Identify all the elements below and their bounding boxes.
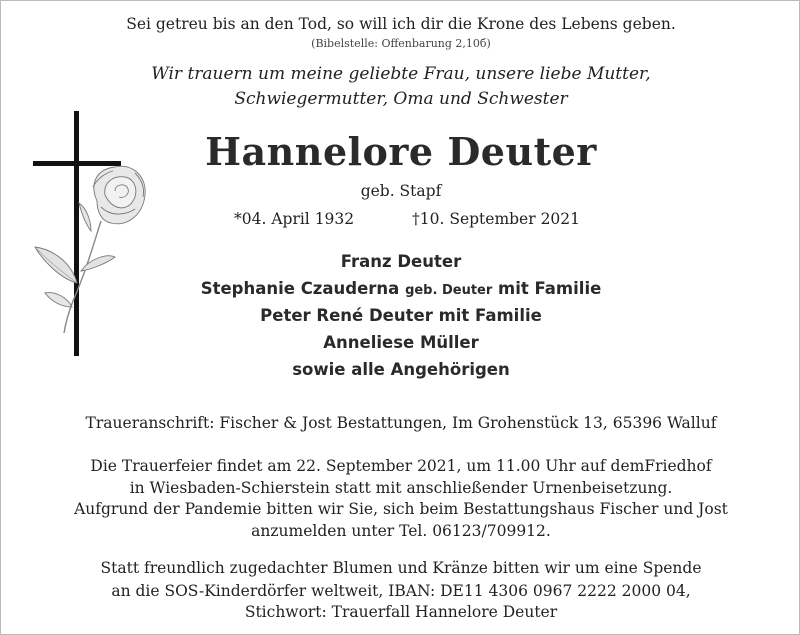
cross-icon <box>33 111 121 356</box>
mourner-2-suffix: mit Familie <box>498 279 602 298</box>
maiden-name: geb. Stapf <box>360 182 442 200</box>
mourner-1: Franz Deuter <box>340 252 462 271</box>
bible-verse: Sei getreu bis an den Tod, so will ich dir die Krone des Lebens geben. <box>126 15 676 33</box>
service-line-1: Die Trauerfeier findet am 22. September 2021, um 11.00 Uhr auf demFriedhof <box>90 457 712 475</box>
intro-line-2: Schwiegermutter, Oma und Schwester <box>234 89 568 109</box>
birth-date: *04. April 1932 <box>234 210 355 228</box>
donation-line-1: Statt freundlich zugedachter Blumen und Kränze bitten wir um eine Spende <box>100 559 702 577</box>
mourner-2-name: Stephanie Czauderna <box>200 279 400 298</box>
service-line-4: anzumelden unter Tel. 06123/709912. <box>251 522 551 540</box>
mourner-3: Peter René Deuter mit Familie <box>260 306 542 325</box>
mourner-4: Anneliese Müller <box>323 333 479 352</box>
funeral-address: Traueranschrift: Fischer & Jost Bestattungen, Im Grohenstück 13, 65396 Walluf <box>85 414 717 432</box>
death-date: †10. September 2021 <box>412 210 581 228</box>
intro-line-1: Wir trauern um meine geliebte Frau, unsere liebe Mutter, <box>151 64 651 84</box>
service-line-2: in Wiesbaden-Schierstein statt mit anschließender Urnenbeisetzung. <box>129 479 673 497</box>
donation-line-3: Stichwort: Trauerfall Hannelore Deuter <box>244 603 558 621</box>
rose-icon <box>35 166 145 333</box>
bible-source: (Bibelstelle: Offenbarung 2,10б) <box>311 37 491 50</box>
donation-line-2: an die SOS-Kinderdörfer weltweit, IBAN: DE11 4306 0967 2222 2000 04, <box>111 582 691 600</box>
mourner-5: sowie alle Angehörigen <box>292 360 510 379</box>
mourner-2-geb: geb. Deuter <box>405 283 493 298</box>
service-line-3: Aufgrund der Pandemie bitten wir Sie, sich beim Bestattungshaus Fischer und Jost <box>74 500 728 518</box>
deceased-name: Hannelore Deuter <box>205 129 597 174</box>
cross-with-rose <box>31 111 161 361</box>
